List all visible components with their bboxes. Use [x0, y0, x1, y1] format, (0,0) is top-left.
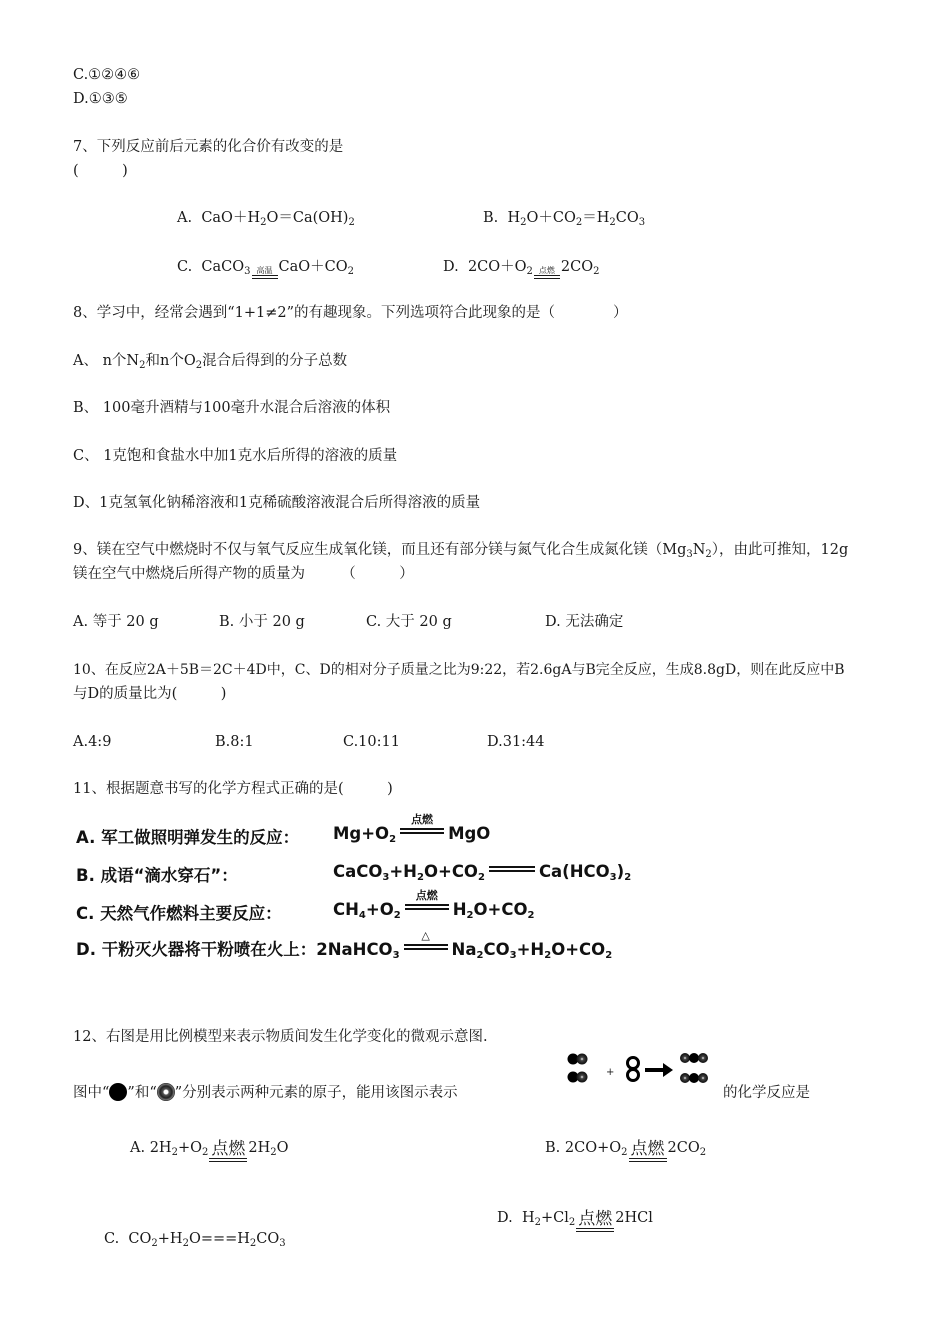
q12-option-b: B. $2CO+O_2$ 点燃 $2CO_2$: [545, 1138, 706, 1178]
q6-option-d: D.①③⑤: [73, 91, 128, 107]
reaction-arrow-icon: [645, 1063, 673, 1077]
q7-option-a: A. $CaO+H_2O=Ca(OH)_2$: [177, 210, 355, 228]
q11-option-a-label: A. 军工做照明弹发生的反应：: [76, 828, 300, 847]
q12-option-c: C. $CO_2+H_2O===H_2CO_3$: [104, 1231, 286, 1249]
q12-option-a: A. $2H_2+O_2$ 点燃 $2H_2O$: [130, 1138, 289, 1178]
q11-option-b-label: B. 成语“滴水穿石”：: [76, 866, 238, 885]
q12-option-d: D. $H_2+Cl_2$ 点燃 2HCl: [497, 1208, 653, 1248]
q7-stem: 7、下列反应前后元素的化合价有改变的是: [73, 139, 344, 155]
q8-stem: 8、学习中，经常会遇到“1+1≠2”的有趣现象。下列选项符合此现象的是（ ）: [73, 305, 628, 321]
q7-option-b: B. $H_2O+CO_2=H_2CO_3$: [483, 210, 646, 228]
q10-option-a: A.4:9: [73, 734, 112, 750]
q11-option-c-label: C. 天然气作燃料主要反应：: [76, 904, 282, 923]
q10-option-b: B.8:1: [215, 734, 254, 750]
q12-description: 图中“ ”和“ ”分别表示两种元素的原子，能用该图示表示: [73, 1085, 458, 1101]
q10-option-d: D.31:44: [487, 734, 545, 750]
reaction-condition-arrow: △: [404, 944, 448, 950]
q7-answer-paren: ( ): [73, 163, 128, 179]
reaction-model-diagram: [565, 1050, 715, 1092]
reaction-condition-arrow: 点燃: [405, 904, 449, 910]
q9-stem-line1: 9、镁在空气中燃烧时不仅与氧气反应生成氧化镁，而且还有部分镁与氮气化合生成氮化镁$(Mg_3N_2)$，由此可推知，12g: [73, 542, 849, 560]
reactant-molecule-1: [568, 1054, 588, 1083]
reaction-equals-arrow: [489, 866, 535, 872]
reactant-molecule-2: [628, 1058, 639, 1081]
q8-option-b: B、 100毫升酒精与100毫升水混合后溶液的体积: [73, 400, 391, 416]
q10-stem-line2: 与D的质量比为( ): [73, 686, 227, 702]
q7-option-d: D. $2CO+O_2$ 点燃 $2CO_2$: [443, 259, 600, 277]
q8-option-d: D、1克氢氧化钠稀溶液和1克稀硫酸溶液混合后所得溶液的质量: [73, 495, 481, 511]
q11-option-c-equation: $CH_4+O_2$ 点燃 $H_2O+CO_2$: [333, 889, 535, 921]
q11-stem: 11、根据题意书写的化学方程式正确的是( ): [73, 781, 393, 797]
grey-atom-icon: [157, 1083, 175, 1101]
q12-stem: 12、右图是用比例模型来表示物质间发生化学变化的微观示意图.: [73, 1029, 488, 1045]
reaction-condition-arrow: 点燃: [629, 1140, 667, 1162]
reaction-condition-arrow: 点燃: [400, 828, 444, 834]
q10-stem-line1: 10、在反应2A＋5B＝2C＋4D中，C、D的相对分子质量之比为9:22，若2.6gA与B完全反应，生成8.8gD，则在此反应中B: [73, 662, 845, 678]
q8-option-c: C、 1克饱和食盐水中加1克水后所得的溶液的质量: [73, 448, 398, 464]
q11-option-a-equation: $Mg+O_2$ 点燃 MgO: [333, 813, 491, 845]
reaction-condition-arrow: 点燃: [534, 267, 560, 279]
product-molecules: [680, 1053, 708, 1083]
q11-option-d-equation: D. 干粉灭火器将干粉喷在火上：2NaHCO$_3$ △ $Na_2CO_3+H_2O+CO_2$: [76, 929, 613, 961]
q7-option-c: C. CaCO$_3$ 高温 $CaO+CO_2$: [177, 259, 354, 277]
q9-option-b: B. 小于 20 g: [219, 614, 305, 630]
q11-option-b-equation: $CaCO_3+H_2O+CO_2$ $Ca(HCO_3)_2$: [333, 862, 632, 883]
q8-option-a: A、 n个$N_2$和n个$O_2$混合后得到的分子总数: [73, 353, 348, 371]
q9-stem-line2: 镁在空气中燃烧后所得产物的质量为 （ ）: [73, 566, 414, 582]
q9-option-c: C. 大于 20 g: [366, 614, 452, 630]
reaction-condition-arrow: 点燃: [576, 1210, 614, 1232]
black-atom-icon: [109, 1083, 127, 1101]
q12-description-end: 的化学反应是: [723, 1085, 810, 1101]
reaction-condition-arrow: 点燃: [209, 1140, 247, 1162]
q6-option-c: C.①②④⑥: [73, 67, 141, 83]
q10-option-c: C.10:11: [343, 734, 400, 750]
reaction-plus-sign: +: [606, 1067, 615, 1078]
q9-option-a: A. 等于 20 g: [73, 614, 159, 630]
reaction-condition-arrow: 高温: [252, 267, 278, 279]
q9-option-d: D. 无法确定: [545, 614, 624, 630]
